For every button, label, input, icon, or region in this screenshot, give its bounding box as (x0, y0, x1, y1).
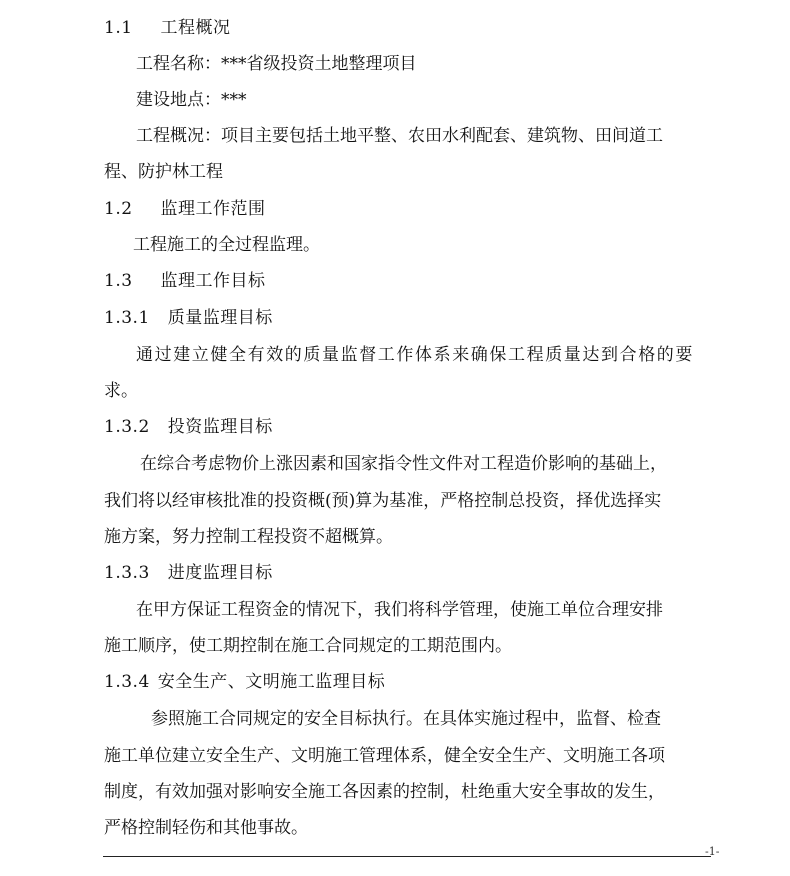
heading-1-3-3 (104, 562, 273, 584)
footer-rule (103, 856, 711, 857)
quality-paragraph-line-2: 求。 (104, 381, 138, 401)
schedule-paragraph-line-1: 在甲方保证工程资金的情况下，我们将科学管理，使施工单位合理安排 (136, 600, 663, 620)
heading-1-3 (104, 270, 266, 292)
heading-1-3-1 (104, 307, 273, 329)
heading-1-3-2 (104, 416, 273, 438)
project-name-line: 工程名称：***省级投资土地整理项目 (136, 54, 417, 74)
investment-paragraph-line-3: 施方案，努力控制工程投资不超概算。 (104, 527, 393, 547)
quality-paragraph-line-1: 通过建立健全有效的质量监督工作体系来确保工程质量达到合格的要 (136, 345, 694, 365)
investment-paragraph-line-1: 在综合考虑物价上涨因素和国家指令性文件对工程造价影响的基础上， (140, 454, 667, 474)
section-title: 监理工作范围 (160, 199, 266, 219)
section-title: 投资监理目标 (167, 417, 273, 437)
section-number: 1.2 (104, 199, 133, 219)
section-title: 进度监理目标 (167, 563, 273, 583)
investment-paragraph-line-2: 我们将以经审核批准的投资概(预)算为基准，严格控制总投资，择优选择实 (104, 491, 662, 511)
section-number: 1.3.4 (104, 672, 150, 692)
safety-paragraph-line-3: 制度，有效加强对影响安全施工各因素的控制，杜绝重大安全事故的发生， (104, 782, 665, 802)
safety-paragraph-line-4: 严格控制轻伤和其他事故。 (104, 818, 308, 838)
safety-paragraph-line-2: 施工单位建立安全生产、文明施工管理体系，健全安全生产、文明施工各项 (104, 746, 665, 766)
heading-1-1 (104, 17, 231, 39)
section-number: 1.3.2 (104, 417, 150, 437)
heading-1-3-4 (104, 671, 385, 693)
section-number: 1.3 (104, 271, 133, 291)
section-number: 1.3.1 (104, 308, 150, 328)
heading-1-2 (104, 198, 266, 220)
project-summary-line-1: 工程概况：项目主要包括土地平整、农田水利配套、建筑物、田间道工 (136, 126, 663, 146)
section-title: 工程概况 (160, 18, 231, 38)
project-summary-line-2: 程、防护林工程 (104, 162, 223, 182)
section-title: 监理工作目标 (160, 271, 266, 291)
schedule-paragraph-line-2: 施工顺序，使工期控制在施工合同规定的工期范围内。 (104, 636, 512, 656)
section-title: 质量监理目标 (167, 308, 273, 328)
section-number: 1.3.3 (104, 563, 150, 583)
section-title: 安全生产、文明施工监理目标 (157, 672, 386, 692)
page-number: -1- (705, 845, 720, 858)
scope-paragraph: 工程施工的全过程监理。 (133, 235, 320, 255)
safety-paragraph-line-1: 参照施工合同规定的安全目标执行。在具体实施过程中，监督、检查 (151, 709, 661, 729)
section-number: 1.1 (104, 18, 133, 38)
project-location-line: 建设地点：*** (136, 90, 247, 110)
